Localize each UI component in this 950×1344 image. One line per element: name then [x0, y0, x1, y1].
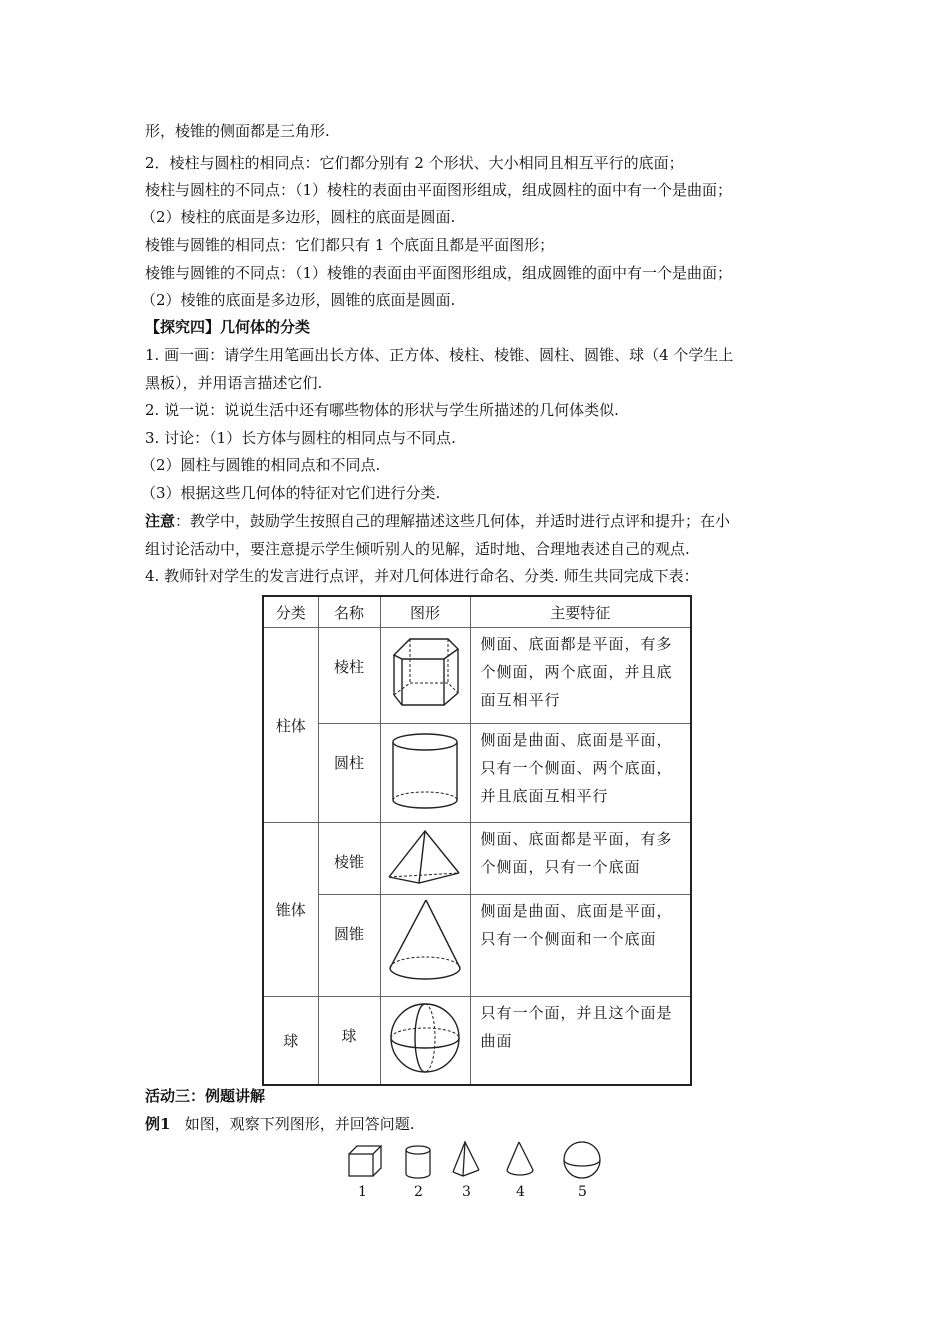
- paragraph: 形，棱锥的侧面都是三角形.: [145, 122, 330, 140]
- example-text: 如图，观察下列图形，并回答问题.: [184, 1115, 415, 1133]
- paragraph: 2．棱柱与圆柱的相同点：它们都分别有 2 个形状、大小相同且相互平行的底面；: [145, 154, 684, 172]
- category-sphere: 球: [263, 997, 318, 1085]
- name-cell: 棱柱: [318, 628, 380, 724]
- name-cell: 圆柱: [318, 724, 380, 823]
- paragraph: 4. 教师针对学生的发言进行点评，并对几何体进行命名、分类. 师生共同完成下表：: [145, 567, 699, 585]
- paragraph: 1. 画一画：请学生用笔画出长方体、正方体、棱柱、棱锥、圆柱、圆锥、球（4 个学生上: [145, 346, 734, 364]
- cylinder-icon: [406, 1146, 430, 1178]
- category-cone: 锥体: [263, 823, 318, 997]
- paragraph: （2）棱柱的底面是多边形，圆柱的底面是圆面.: [141, 208, 456, 226]
- note-paragraph: [145, 511, 730, 531]
- solids-classification-table: [262, 595, 692, 1086]
- paragraph: （2）圆柱与圆锥的相同点和不同点.: [141, 456, 381, 474]
- feature-cell: 只有一个面，并且这个面是曲面: [470, 997, 691, 1085]
- table-row: [263, 628, 691, 724]
- pyramid-icon: [453, 1142, 479, 1176]
- paragraph: 棱锥与圆锥的相同点：它们都只有 1 个底面且都是平面图形；: [145, 236, 555, 254]
- pyramid-icon: [385, 827, 465, 887]
- table-row: [263, 724, 691, 823]
- header-category: 分类: [263, 596, 318, 628]
- name-cell: 棱锥: [318, 823, 380, 895]
- table-row: [263, 895, 691, 997]
- category-prism: 柱体: [263, 628, 318, 823]
- sphere-icon: [564, 1142, 600, 1178]
- paragraph: 棱锥与圆锥的不同点：（1）棱锥的表面由平面图形组成，组成圆锥的面中有一个是曲面；: [145, 264, 733, 282]
- figure-label: 4: [516, 1184, 525, 1200]
- table-row: [263, 823, 691, 895]
- paragraph: 棱柱与圆柱的不同点：（1）棱柱的表面由平面图形组成，组成圆柱的面中有一个是曲面；: [145, 181, 733, 199]
- table-row: [263, 997, 691, 1085]
- header-feature: 主要特征: [470, 596, 691, 628]
- paragraph: 组讨论活动中，要注意提示学生倾听别人的见解，适时地、合理地表述自己的观点.: [145, 540, 690, 558]
- example-figures: [345, 1140, 615, 1184]
- sphere-icon: [387, 1000, 463, 1076]
- paragraph: （3）根据这些几何体的特征对它们进行分类.: [141, 484, 441, 502]
- activity-heading: 活动三：例题讲解: [145, 1087, 266, 1105]
- cone-icon: [507, 1142, 533, 1175]
- paragraph: 黑板），并用语言描述它们.: [145, 374, 323, 392]
- name-cell: 球: [318, 997, 380, 1085]
- paragraph: （2）棱锥的底面是多边形，圆锥的底面是圆面.: [141, 291, 456, 309]
- example-label: 例1: [145, 1115, 171, 1133]
- feature-cell: 侧面是曲面、底面是平面，只有一个侧面和一个底面: [470, 895, 691, 997]
- cylinder-icon: [389, 730, 461, 812]
- feature-cell: 侧面是曲面、底面是平面，只有一个侧面、两个底面，并且底面互相平行: [470, 724, 691, 823]
- paragraph: 2. 说一说：说说生活中还有哪些物体的形状与学生所描述的几何体类似.: [145, 401, 619, 419]
- figure-label: 3: [462, 1184, 471, 1200]
- table-header-row: [263, 596, 691, 628]
- header-name: 名称: [318, 596, 380, 628]
- feature-cell: 侧面、底面都是平面，有多个侧面，只有一个底面: [470, 823, 691, 895]
- name-cell: 圆锥: [318, 895, 380, 997]
- figure-label: 2: [414, 1184, 423, 1200]
- note-label: 注意: [145, 512, 176, 530]
- cube-icon: [349, 1146, 381, 1176]
- figure-label: 1: [358, 1184, 367, 1200]
- prism-icon: [388, 633, 462, 715]
- figure-label: 5: [578, 1184, 587, 1200]
- cone-icon: [386, 896, 464, 992]
- note-text: ：教学中，鼓励学生按照自己的理解描述这些几何体，并适时进行点评和提升；在小: [175, 512, 731, 530]
- section-heading: 【探究四】几何体的分类: [145, 318, 311, 336]
- paragraph: 3. 讨论：（1）长方体与圆柱的相同点与不同点.: [145, 429, 456, 447]
- feature-cell: 侧面、底面都是平面，有多个侧面，两个底面，并且底面互相平行: [470, 628, 691, 724]
- example-paragraph: [145, 1114, 415, 1134]
- header-figure: 图形: [380, 596, 470, 628]
